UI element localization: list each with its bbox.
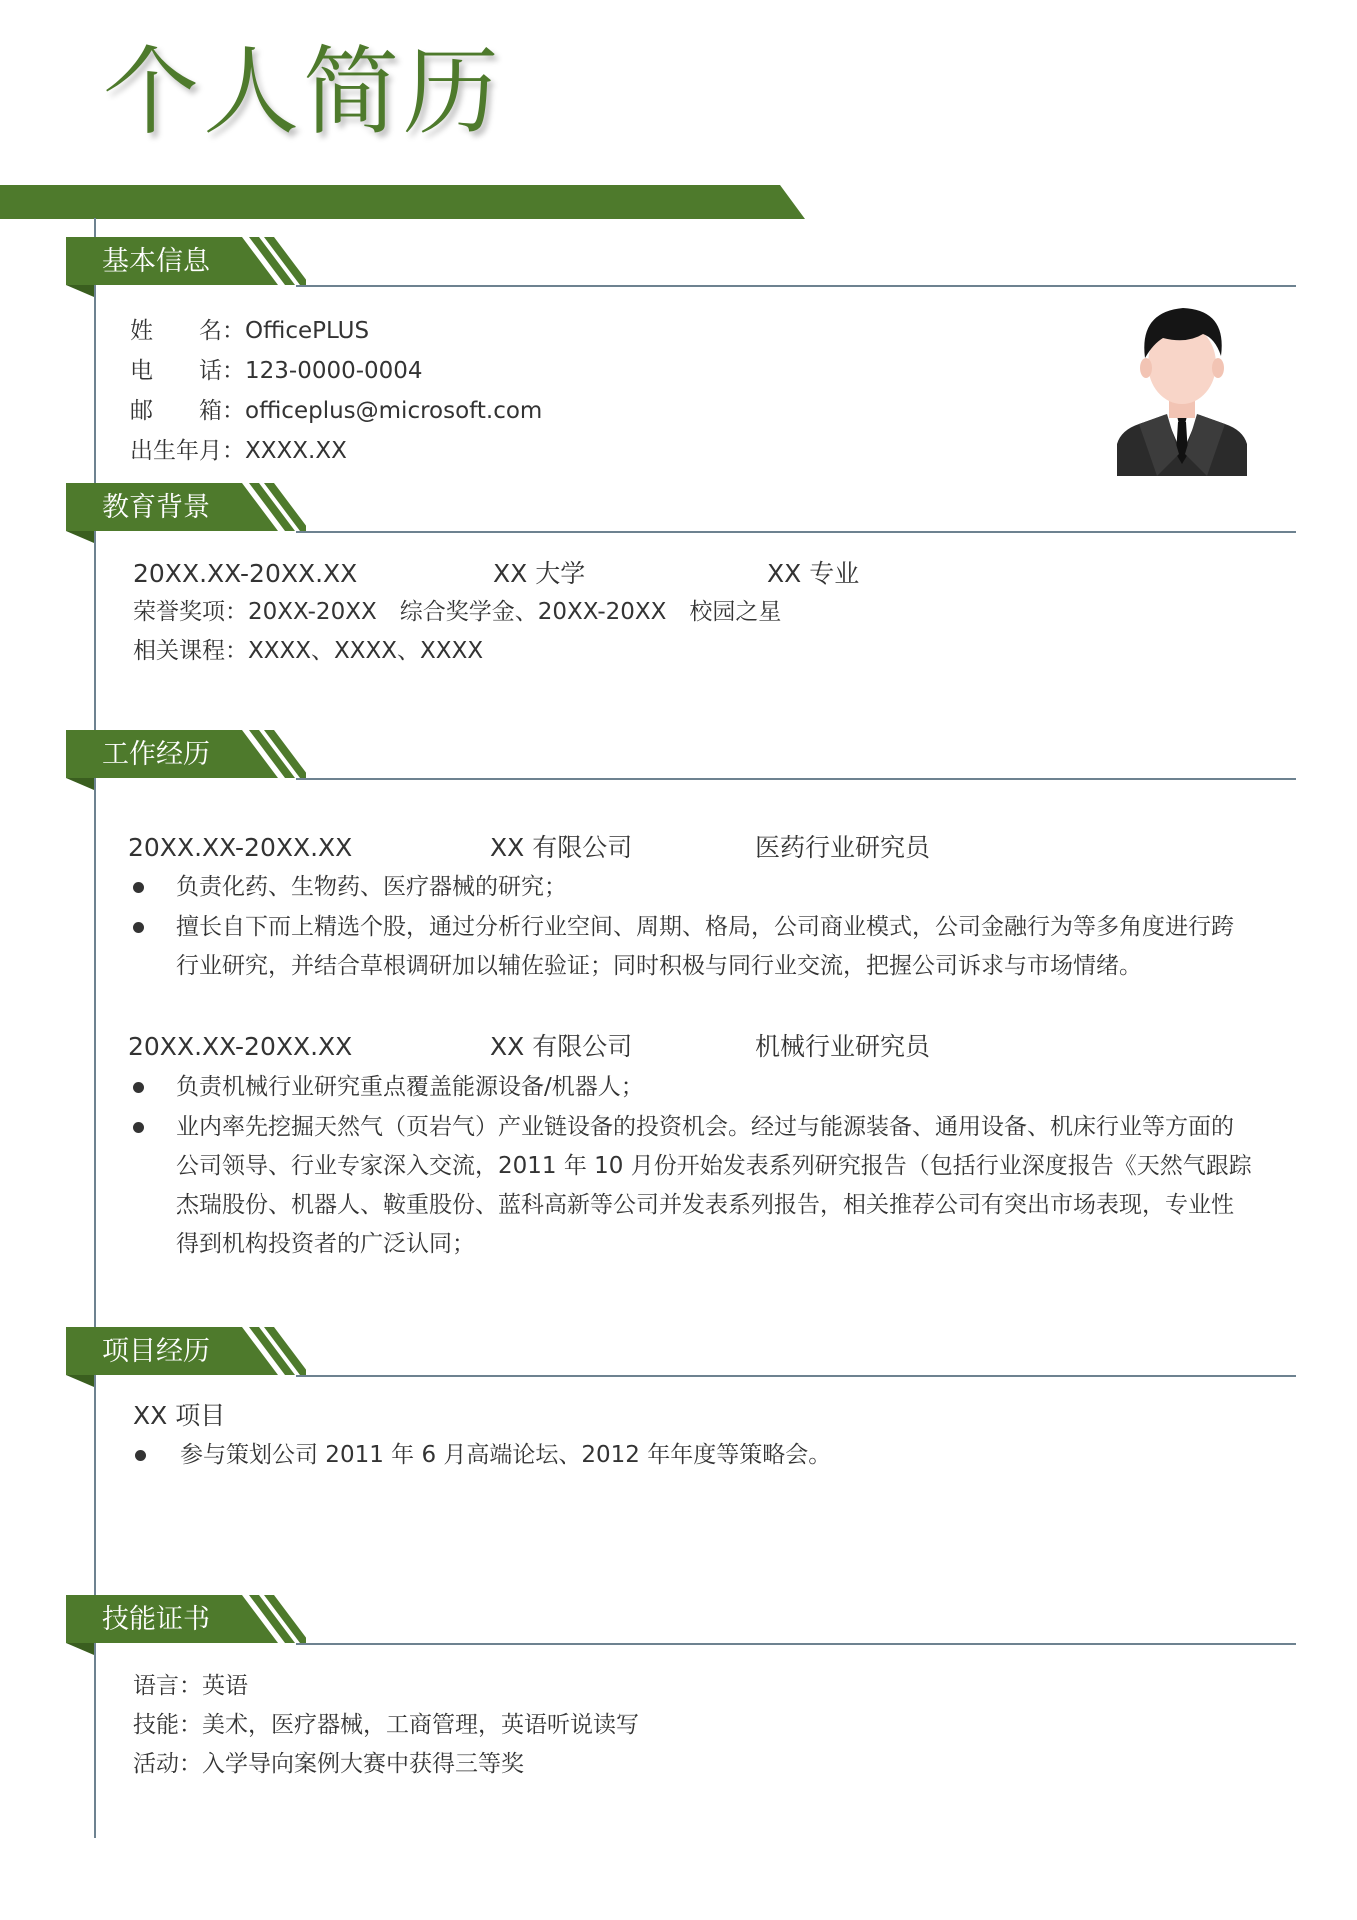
section-project <box>66 1327 1296 1403</box>
header-band <box>0 185 805 219</box>
job-position: 医药行业研究员 <box>755 833 931 862</box>
email-label: 邮 箱： <box>130 398 245 424</box>
email-row <box>130 396 542 426</box>
name-row <box>130 316 369 346</box>
skill-language: 语言：英语 <box>133 1673 248 1699</box>
birth-value: XXXX.XX <box>245 438 347 464</box>
edu-honors: 荣誉奖项：20XX-20XX 综合奖学金、20XX-20XX 校园之星 <box>133 599 782 625</box>
section-title: 基本信息 <box>102 246 210 277</box>
skill-skills: 技能：美术，医疗器械，工商管理，英语听说读写 <box>133 1712 639 1738</box>
job-bullet: 负责化药、生物药、医疗器械的研究； <box>176 874 567 900</box>
job-period: 20XX.XX-20XX.XX <box>128 1032 353 1061</box>
section-title: 教育背景 <box>102 492 210 523</box>
job-company: XX 有限公司 <box>490 833 633 862</box>
section-divider <box>296 531 1296 533</box>
bullet-dot <box>133 922 144 933</box>
edu-period: 20XX.XX-20XX.XX <box>133 559 358 588</box>
name-label: 姓 名： <box>130 318 245 344</box>
job-position: 机械行业研究员 <box>755 1032 931 1061</box>
bullet-dot <box>133 1082 144 1093</box>
birth-row <box>130 436 347 466</box>
edu-courses: 相关课程：XXXX、XXXX、XXXX <box>133 638 484 664</box>
email-value: officeplus@microsoft.com <box>245 398 543 424</box>
edu-major: XX 专业 <box>767 559 860 588</box>
section-basic-info <box>66 237 1296 313</box>
section-divider <box>296 778 1296 780</box>
bullet-dot <box>133 1122 144 1133</box>
section-skills <box>66 1595 1296 1671</box>
birth-label: 出生年月： <box>130 438 245 464</box>
section-divider <box>296 285 1296 287</box>
section-divider <box>296 1375 1296 1377</box>
job-period: 20XX.XX-20XX.XX <box>128 833 353 862</box>
page-title: 个人简历 <box>103 36 503 148</box>
skill-activity: 活动：入学导向案例大赛中获得三等奖 <box>133 1751 524 1777</box>
edu-school: XX 大学 <box>493 559 586 588</box>
job-bullet: 擅长自下而上精选个股，通过分析行业空间、周期、格局，公司商业模式，公司金融行为等多角度进行跨行业研究，并结合草根调研加以辅佐验证；同时积极与同行业交流，把握公司诉求与市场情绪。 <box>176 914 1234 979</box>
person-avatar-icon <box>1117 304 1247 476</box>
section-title: 技能证书 <box>102 1604 210 1635</box>
section-title: 项目经历 <box>102 1336 210 1367</box>
bullet-dot <box>135 1450 146 1461</box>
job-company: XX 有限公司 <box>490 1032 633 1061</box>
project-name: XX 项目 <box>133 1401 226 1430</box>
job-bullet: 负责机械行业研究重点覆盖能源设备/机器人； <box>176 1074 644 1100</box>
phone-label: 电 话： <box>130 358 245 384</box>
phone-value: 123-0000-0004 <box>245 358 423 384</box>
bullet-dot <box>133 882 144 893</box>
name-value: OfficePLUS <box>245 318 370 344</box>
phone-row <box>130 356 423 386</box>
job-bullet: 业内率先挖掘天然气（页岩气）产业链设备的投资机会。经过与能源装备、通用设备、机床行业等方面的公司领导、行业专家深入交流，2011 年 10 月份开始发表系列研究报告（包括行业深度报告《天然气跟踪杰瑞股份、机器人、鞍重股份、蓝科高新等公司并发表系列报告，相关推荐公司有突出市场表现，专业性得到机构投资者的广泛认同； <box>176 1114 1252 1257</box>
section-work <box>66 730 1296 806</box>
section-title: 工作经历 <box>102 739 210 770</box>
project-bullet: 参与策划公司 2011 年 6 月高端论坛、2012 年年度等策略会。 <box>180 1442 832 1468</box>
section-divider <box>296 1643 1296 1645</box>
section-education <box>66 483 1296 559</box>
